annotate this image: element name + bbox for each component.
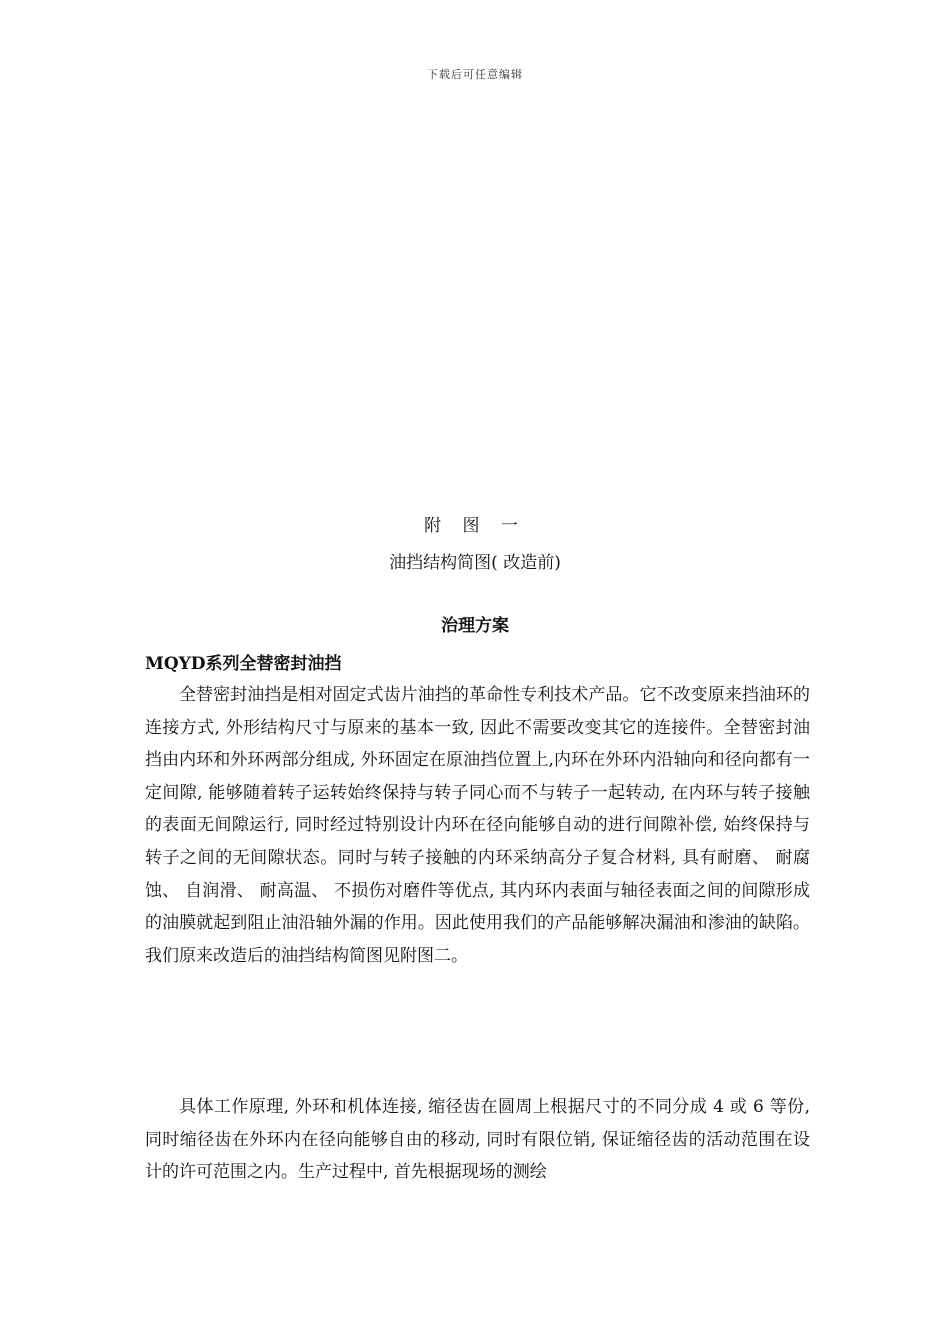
body-paragraph: 具体工作原理, 外环和机体连接, 缩径齿在圆周上根据尺寸的不同分成 4 或 6 等份, 同时缩径齿在外环内在径向能够自由的移动, 同时有限位销, 保证缩径齿的活动范围在设计的许可范围之内。生产过程中, 首先根据现场的测绘 [145, 1097, 810, 1183]
figure-caption: 油挡结构简图( 改造前) [389, 553, 561, 573]
section-title: 治理方案 [441, 616, 509, 636]
subsection-title: MQYD系列全替密封油挡 [145, 654, 342, 674]
figure-placeholder [145, 95, 805, 495]
header-note: 下载后可任意编辑 [427, 68, 523, 81]
body-paragraph: 全替密封油挡是相对固定式齿片油挡的革命性专利技术产品。它不改变原来挡油环的连接方式, 外形结构尺寸与原来的基本一致, 因此不需要改变其它的连接件。全替密封油挡由内环和外环两部分组成, 外环固定在原油挡位置上,内环在外环内沿轴向和径向都有一定间隙, 能够随着转子运转始终保持与转子同心而不与转子一起转动, 在内环与转子接触的表面无间隙运行, 同时经过特别设计内环在径向能够自动的进行间隙补偿, 始终保持与转子之间的无间隙状态。同时与转子接触的内环采纳高分子复合材料, 具有耐磨、 耐腐蚀、 自润滑、 耐高温、 不损伤对磨件等优点, 其内环内表面与轴径表面之间的间隙形成的油膜就起到阻止油沿轴外漏的作用。因此使用我们的产品能够解决漏油和渗油的缺陷。我们原来改造后的油挡结构简图见附图二。 [145, 685, 810, 966]
figure-label: 附 图 一 [424, 516, 526, 536]
